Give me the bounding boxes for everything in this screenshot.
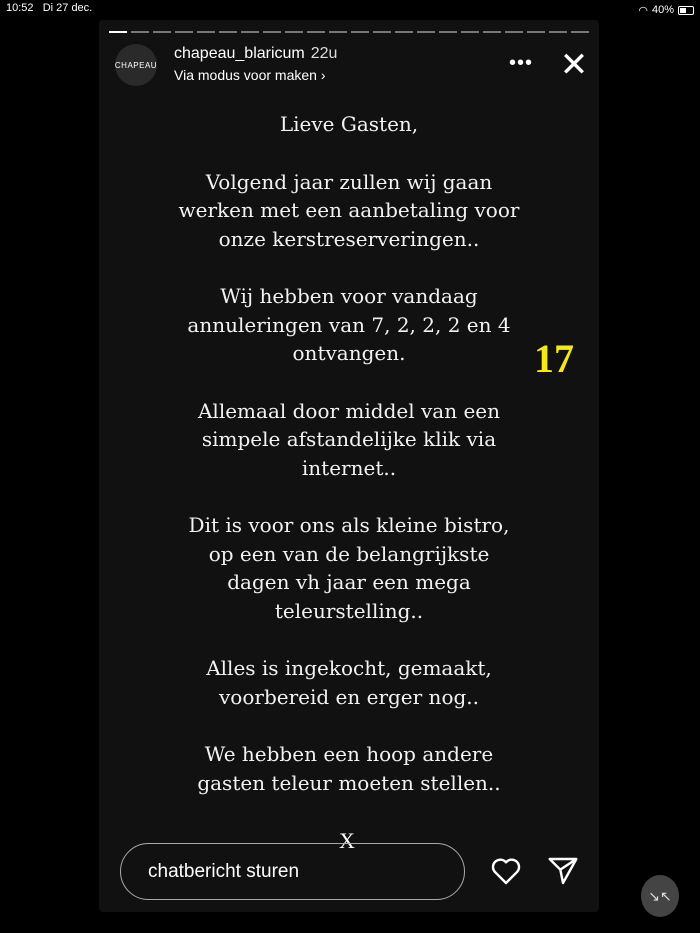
- story-line: dagen vh jaar een mega: [227, 570, 471, 594]
- story-line: Allemaal door middel van een: [197, 398, 500, 423]
- more-options-icon[interactable]: •••: [509, 52, 534, 74]
- story-line: simpele afstandelijke klik via: [201, 427, 497, 451]
- send-icon[interactable]: [547, 856, 579, 886]
- story-progress: [109, 31, 589, 33]
- story-line: Lieve Gasten,: [279, 112, 419, 136]
- story-line: Wij hebben voor vandaag: [220, 284, 478, 308]
- story-line: Volgend jaar zullen wij gaan: [205, 169, 493, 194]
- progress-segment: [175, 31, 193, 33]
- story-line: op een van de belangrijkste: [208, 541, 490, 566]
- story-paragraph: [99, 110, 599, 139]
- chat-message-input[interactable]: chatbericht sturen: [120, 843, 465, 900]
- story-viewer[interactable]: [99, 20, 599, 912]
- story-line: voorbereid en erger nog..: [219, 684, 479, 709]
- story-text: [99, 110, 599, 826]
- avatar-logo: CHAPEAU: [114, 60, 158, 70]
- story-paragraph: [99, 511, 599, 625]
- progress-segment: [395, 31, 413, 33]
- number-sticker: 17: [534, 336, 574, 381]
- battery-percent: 40%: [651, 4, 674, 16]
- progress-segment: [527, 31, 545, 33]
- battery-icon: [678, 6, 694, 15]
- progress-segment: [483, 31, 501, 33]
- progress-segment: [131, 31, 149, 33]
- story-line: ontvangen.: [292, 341, 406, 365]
- wifi-icon: ◠: [638, 4, 648, 17]
- progress-segment: [307, 31, 325, 33]
- progress-segment: [197, 31, 215, 33]
- close-icon[interactable]: ✕: [559, 46, 589, 84]
- story-age: 22u: [310, 45, 338, 62]
- minimize-icon[interactable]: ↘↖: [641, 875, 679, 917]
- progress-segment: [549, 31, 567, 33]
- story-line: internet..: [301, 455, 397, 480]
- status-bar: [6, 2, 694, 18]
- progress-segment: [417, 31, 435, 33]
- progress-segment: [219, 31, 237, 33]
- progress-segment: [505, 31, 523, 33]
- time: 10:52: [6, 2, 34, 14]
- progress-segment: [263, 31, 281, 33]
- progress-segment: [109, 31, 127, 33]
- story-paragraph: [99, 282, 599, 368]
- story-line: Dit is voor ons als kleine bistro,: [188, 513, 510, 537]
- story-paragraph: [99, 397, 599, 483]
- date: Di 27 dec.: [42, 2, 93, 14]
- progress-segment: [351, 31, 369, 33]
- story-paragraph: [99, 654, 599, 711]
- progress-segment: [373, 31, 391, 33]
- x-mark-text: X: [339, 828, 355, 853]
- story-line: annuleringen van 7, 2, 2, 2 en 4: [187, 312, 511, 337]
- progress-segment: [285, 31, 303, 33]
- username[interactable]: chapeau_blaricum: [174, 45, 305, 62]
- story-paragraph: [99, 168, 599, 254]
- story-line: onze kerstreserveringen..: [218, 226, 480, 251]
- story-line: teleurstelling..: [274, 598, 424, 623]
- progress-segment: [329, 31, 347, 33]
- story-line: werken met een aanbetaling voor: [178, 198, 520, 222]
- story-line: We hebben een hoop andere: [204, 742, 494, 766]
- story-paragraph: [99, 740, 599, 797]
- heart-icon[interactable]: [490, 856, 522, 886]
- progress-segment: [241, 31, 259, 33]
- progress-segment: [461, 31, 479, 33]
- progress-segment: [571, 31, 589, 33]
- progress-segment: [439, 31, 457, 33]
- story-line: Alles is ingekocht, gemaakt,: [206, 656, 492, 680]
- create-mode-link[interactable]: Via modus voor maken ›: [174, 67, 326, 83]
- story-line: gasten teleur moeten stellen..: [197, 770, 501, 795]
- avatar[interactable]: [115, 44, 157, 86]
- progress-segment: [153, 31, 171, 33]
